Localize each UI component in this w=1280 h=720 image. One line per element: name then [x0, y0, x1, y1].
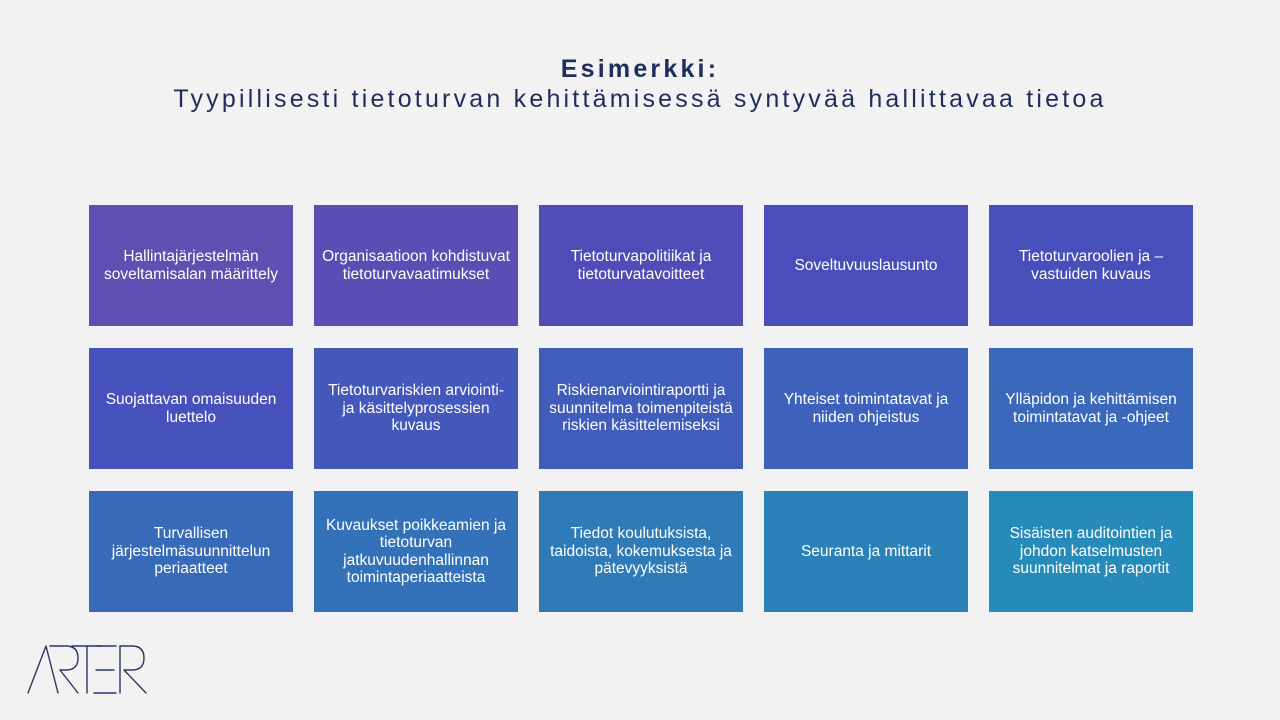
- info-tile-label: Tiedot koulutuksista, taidoista, kokemuksesta ja pätevyyksistä: [550, 525, 732, 578]
- info-tile-label: Tietoturvapolitiikat ja tietoturvatavoitteet: [570, 248, 712, 283]
- info-tile-label: Seuranta ja mittarit: [800, 542, 932, 560]
- info-tile: [764, 348, 968, 469]
- info-tile: [764, 205, 968, 326]
- info-tile: [89, 491, 293, 612]
- info-tile-label: Suojattavan omaisuuden luettelo: [105, 391, 277, 426]
- info-tile: [89, 205, 293, 326]
- arter-logo: [26, 644, 148, 694]
- info-tile: [539, 348, 743, 469]
- info-tile-label: Yhteiset toimintatavat ja niiden ohjeistus: [783, 391, 949, 426]
- info-tile: [314, 491, 518, 612]
- info-tile-label: Turvallisen järjestelmäsuunnittelun periaatteet: [111, 525, 271, 578]
- info-tile: [539, 491, 743, 612]
- info-tile-label: Tietoturvariskien arviointi- ja käsittelyprosessien kuvaus: [327, 382, 504, 435]
- info-tile: [314, 348, 518, 469]
- info-tile-label: Tietoturvaroolien ja –vastuiden kuvaus: [1018, 248, 1164, 283]
- info-tile: [764, 491, 968, 612]
- title-line-2: Tyypillisesti tietoturvan kehittämisessä syntyvää hallittavaa tietoa: [173, 85, 1107, 113]
- info-tile-label: Hallintajärjestelmän soveltamisalan määrittely: [103, 248, 278, 283]
- info-tile: [89, 348, 293, 469]
- info-tile: [989, 348, 1193, 469]
- info-tile-label: Kuvaukset poikkeamien ja tietoturvan jatkuvuudenhallinnan toimintaperiaatteista: [325, 516, 507, 586]
- info-tile-label: Ylläpidon ja kehittämisen toimintatavat ja -ohjeet: [1005, 391, 1177, 426]
- info-tile-grid: [89, 205, 1193, 612]
- slide-title: [0, 54, 1280, 114]
- info-tile-label: Riskienarviointiraportti ja suunnitelma toimenpiteistä riskien käsittelemiseksi: [549, 382, 733, 435]
- title-line-1: Esimerkki:: [560, 55, 720, 83]
- info-tile: [314, 205, 518, 326]
- info-tile: [539, 205, 743, 326]
- info-tile-label: Organisaatioon kohdistuvat tietoturvavaatimukset: [322, 248, 510, 283]
- info-tile-label: Sisäisten auditointien ja johdon katselmusten suunnitelmat ja raportit: [1009, 525, 1173, 578]
- info-tile-label: Soveltuvuuslausunto: [794, 256, 938, 274]
- info-tile: [989, 205, 1193, 326]
- info-tile: [989, 491, 1193, 612]
